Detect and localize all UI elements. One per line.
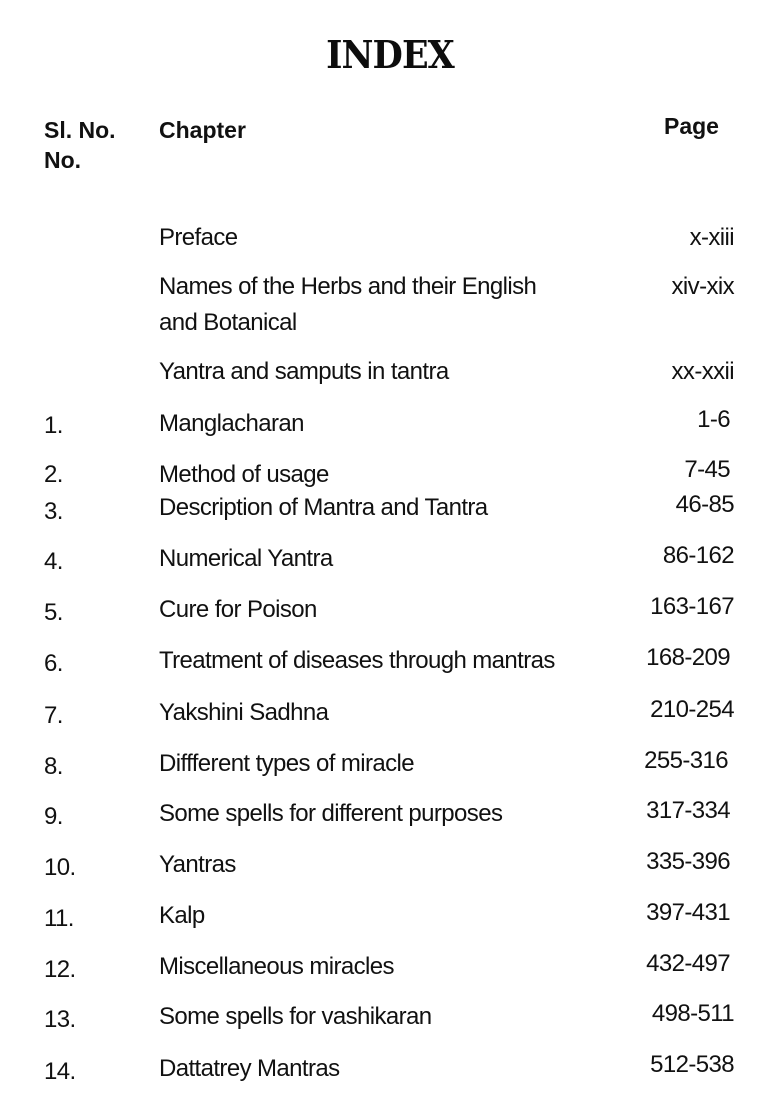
entry-number: 11. bbox=[44, 905, 74, 932]
entry-number: 1. bbox=[44, 412, 63, 439]
entry-page: 512-538 bbox=[650, 1051, 734, 1078]
entry-page: xx-xxii bbox=[671, 358, 734, 385]
column-header-page: Page bbox=[664, 113, 719, 139]
entry-chapter: Manglacharan bbox=[159, 410, 304, 437]
entry-chapter: Dattatrey Mantras bbox=[159, 1055, 340, 1082]
entry-page: 86-162 bbox=[662, 542, 734, 569]
entry-chapter: Some spells for different purposes bbox=[159, 800, 503, 827]
entry-chapter: Kalp bbox=[159, 902, 205, 929]
entry-chapter-line1: Names of the Herbs and their English bbox=[159, 273, 537, 300]
entry-chapter: Diffferent types of miracle bbox=[159, 750, 415, 777]
entry-page: 317-334 bbox=[646, 797, 730, 824]
entry-number: 13. bbox=[44, 1006, 76, 1033]
column-header-chapter: Chapter bbox=[159, 117, 246, 143]
entry-number: 6. bbox=[44, 650, 63, 677]
entry-chapter bbox=[159, 269, 629, 341]
entry-page: x-xiii bbox=[689, 224, 734, 251]
column-header-sl-no-line2: No. bbox=[44, 147, 82, 173]
column-header-sl-no bbox=[44, 115, 116, 175]
entry-chapter: Some spells for vashikaran bbox=[159, 1003, 432, 1030]
column-header-sl-no-line1: Sl. No. bbox=[44, 117, 116, 143]
entry-page: 210-254 bbox=[650, 696, 734, 723]
entry-chapter: Cure for Poison bbox=[159, 596, 317, 623]
entry-chapter: Preface bbox=[159, 224, 238, 251]
entry-chapter: Miscellaneous miracles bbox=[159, 953, 394, 980]
entry-number: 9. bbox=[44, 803, 63, 830]
entry-number: 4. bbox=[44, 548, 63, 575]
entry-chapter: Numerical Yantra bbox=[159, 545, 333, 572]
entry-page: xiv-xix bbox=[671, 273, 734, 300]
entry-page: 432-497 bbox=[646, 950, 730, 977]
entry-chapter: Yantra and samputs in tantra bbox=[159, 358, 449, 385]
entry-chapter: Treatment of diseases through mantras bbox=[159, 647, 555, 674]
entry-number: 14. bbox=[44, 1058, 76, 1085]
entry-number: 8. bbox=[44, 753, 63, 780]
entry-chapter: Method of usage bbox=[159, 461, 329, 488]
entry-number: 5. bbox=[44, 599, 63, 626]
entry-page: 168-209 bbox=[646, 644, 730, 671]
entry-number: 12. bbox=[44, 956, 76, 983]
entry-page: 7-45 bbox=[684, 456, 730, 483]
entry-number: 10. bbox=[44, 854, 76, 881]
entry-chapter: Yantras bbox=[159, 851, 236, 878]
entry-number: 7. bbox=[44, 702, 63, 729]
entry-chapter-line2: and Botanical bbox=[159, 309, 297, 336]
entry-page: 255-316 bbox=[644, 747, 728, 774]
entry-page: 163-167 bbox=[650, 593, 734, 620]
entry-number: 3. bbox=[44, 498, 63, 525]
entry-page: 335-396 bbox=[646, 848, 730, 875]
entry-chapter: Description of Mantra and Tantra bbox=[159, 494, 488, 521]
entry-page: 498-511 bbox=[651, 1000, 734, 1027]
entry-chapter: Yakshini Sadhna bbox=[159, 699, 329, 726]
page-title: INDEX bbox=[326, 32, 454, 77]
entry-page: 1-6 bbox=[697, 406, 730, 433]
entry-page: 46-85 bbox=[675, 491, 734, 518]
entry-number: 2. bbox=[44, 461, 63, 488]
entry-page: 397-431 bbox=[646, 899, 730, 926]
